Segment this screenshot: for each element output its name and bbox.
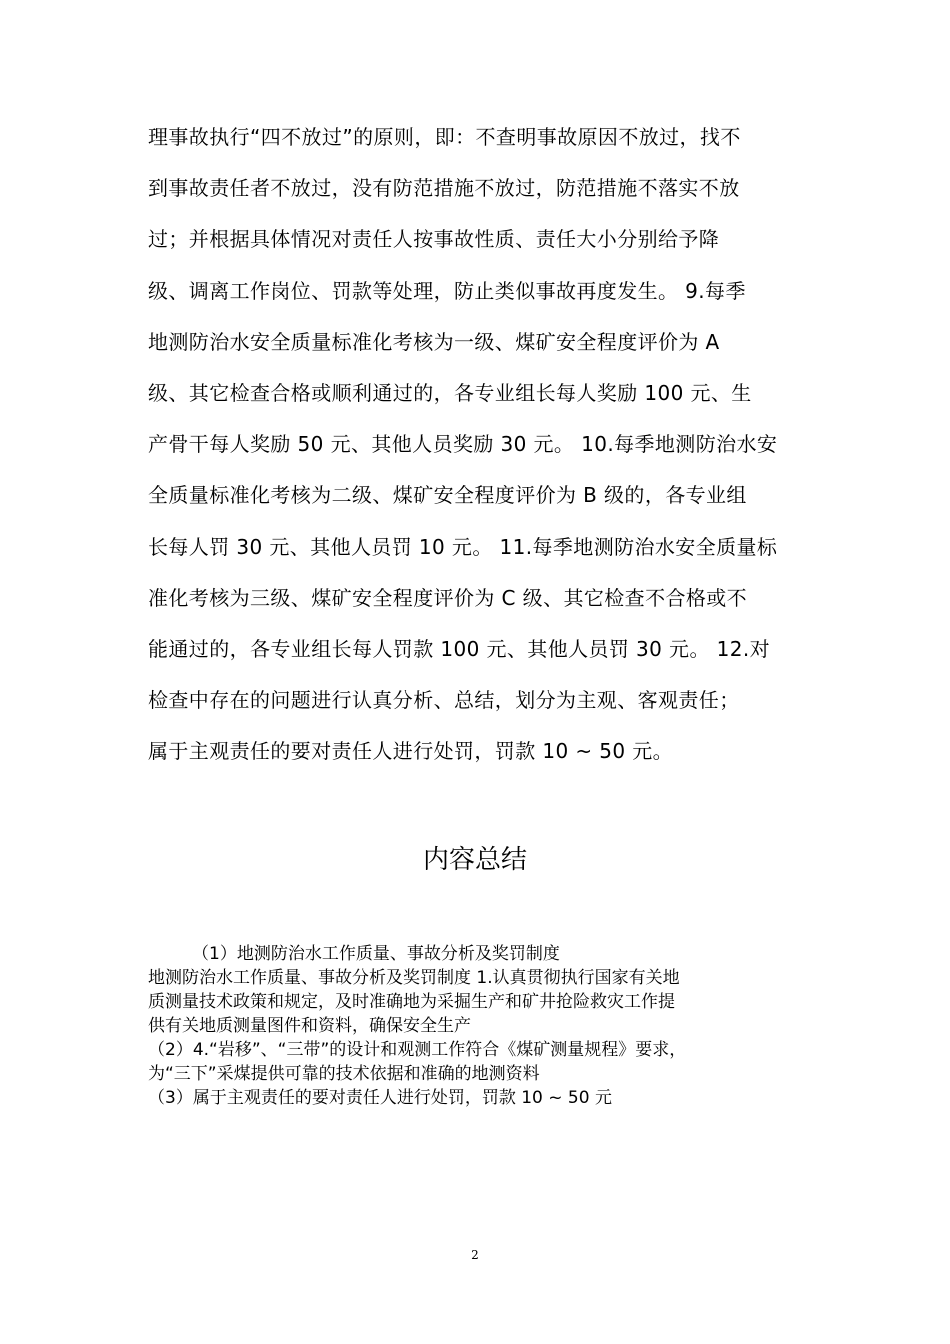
summary-line: 供有关地质测量图件和资料，确保安全生产 xyxy=(148,1016,471,1036)
body-line: 检查中存在的问题进行认真分析、总结，划分为主观、客观责任； xyxy=(148,688,740,713)
body-line: 准化考核为三级、煤矿安全程度评价为 C 级、其它检查不合格或不 xyxy=(148,585,748,610)
page-number: 2 xyxy=(471,1248,479,1262)
body-line: 全质量标准化考核为二级、煤矿安全程度评价为 B 级的，各专业组 xyxy=(148,483,747,508)
body-line: 理事故执行“四不放过”的原则，即：不查明事故原因不放过，找不 xyxy=(148,125,741,149)
body-line: 长每人罚 30 元、其他人员罚 10 元。 11.每季地测防治水安全质量标 xyxy=(148,534,778,559)
summary-line: 地测防治水工作质量、事故分析及奖罚制度 1.认真贯彻执行国家有关地 xyxy=(148,968,680,988)
body-line: 属于主观责任的要对责任人进行处罚，罚款 10 ~ 50 元。 xyxy=(148,739,674,764)
body-line: 级、其它检查合格或顺利通过的，各专业组长每人奖励 100 元、生 xyxy=(148,381,752,406)
body-line: 能通过的，各专业组长每人罚款 100 元、其他人员罚 30 元。 12.对 xyxy=(148,637,771,662)
summary-block xyxy=(148,942,808,1110)
summary-line: 为“三下”采煤提供可靠的技术依据和准确的地测资料 xyxy=(148,1064,540,1084)
body-line: 级、调离工作岗位、罚款等处理，防止类似事故再度发生。 9.每季 xyxy=(148,278,746,303)
summary-heading: 内容总结 xyxy=(422,845,527,875)
body-line: 到事故责任者不放过，没有防范措施不放过，防范措施不落实不放 xyxy=(148,176,740,201)
summary-item-3: （3）属于主观责任的要对责任人进行处罚，罚款 10 ~ 50 元 xyxy=(148,1088,612,1108)
body-paragraph xyxy=(148,112,808,778)
body-line: 过；并根据具体情况对责任人按事故性质、责任大小分别给予降 xyxy=(148,227,720,252)
body-line: 地测防治水安全质量标准化考核为一级、煤矿安全程度评价为 A xyxy=(148,329,720,354)
summary-line: 质测量技术政策和规定，及时准确地为采掘生产和矿井抢险救灾工作提 xyxy=(148,992,675,1012)
body-line: 产骨干每人奖励 50 元、其他人员奖励 30 元。 10.每季地测防治水安 xyxy=(148,432,778,457)
summary-item-1-title: （1）地测防治水工作质量、事故分析及奖罚制度 xyxy=(192,944,560,964)
summary-item-2: （2）4.“岩移”、“三带”的设计和观测工作符合《煤矿测量规程》要求， xyxy=(148,1040,687,1060)
